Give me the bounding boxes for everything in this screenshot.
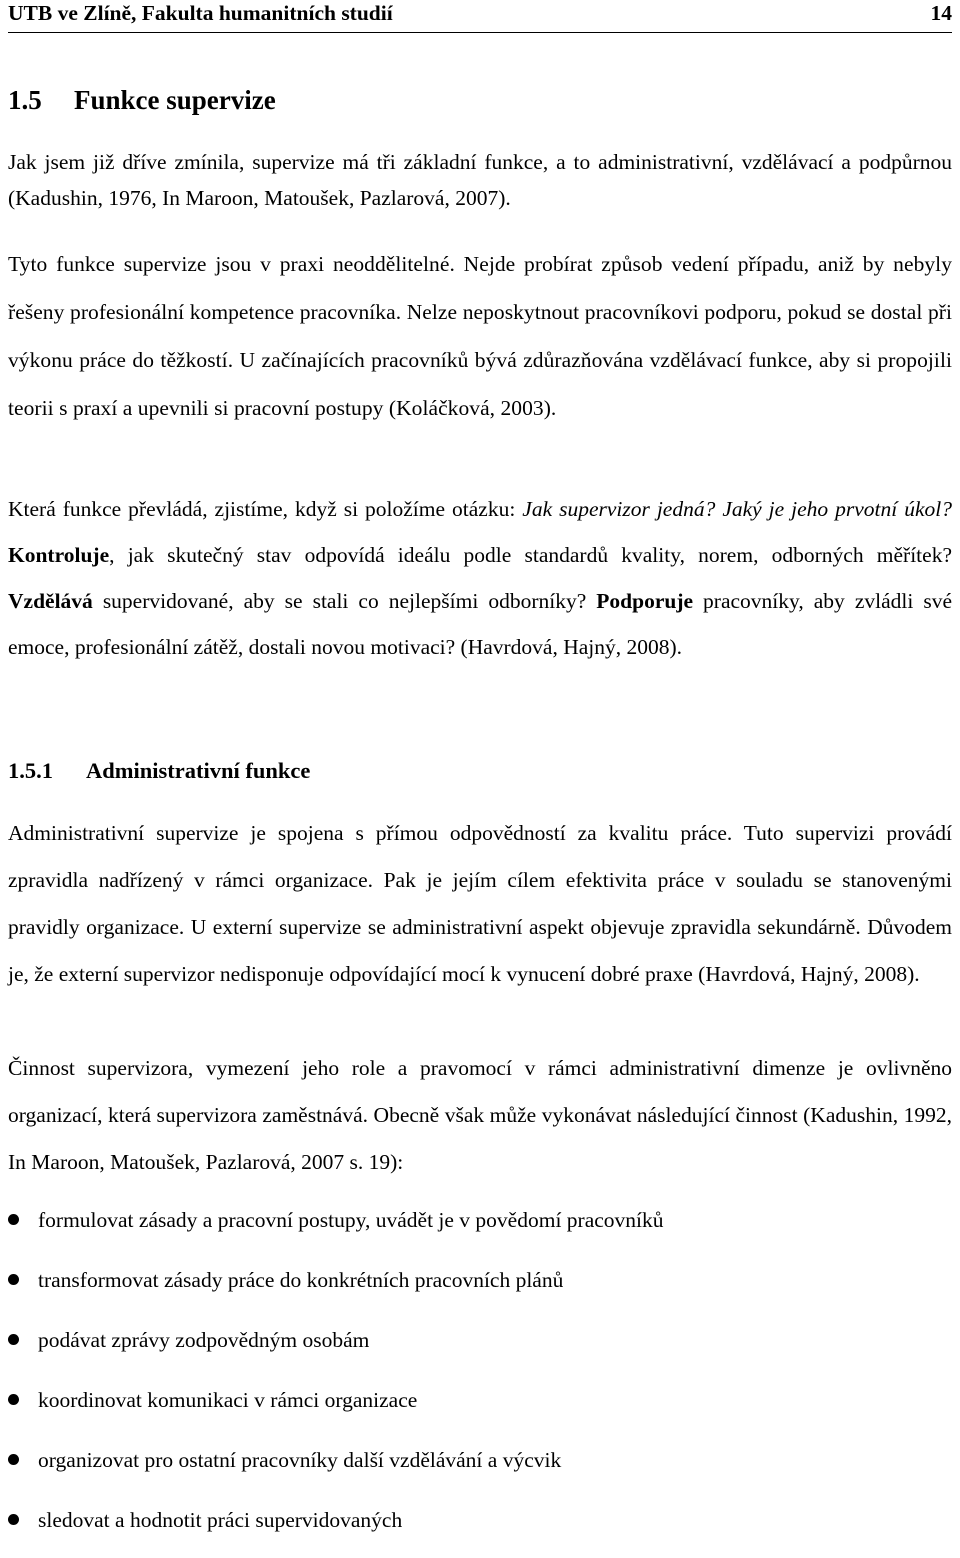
question-italic: Jak supervizor jedná? Jaký je jeho prvotní úkol? (522, 497, 952, 521)
list-item (0, 1258, 952, 1318)
paragraph-administrative: Administrativní supervize je spojena s přímou odpovědností za kvalitu práce. Tuto supervizi provádí zpravidla nadřízený v rámci organizace. Pak je jejím cílem efektivita práce v souladu se stanovenými pravidly organizace. U externí supervize se administrativní aspekt objevuje zpravidla sekundárně. Důvodem je, že externí supervizor nedisponuje odpovídající mocí k vynucení dobré praxe (Havrdová, Hajný, 2008). (8, 821, 952, 986)
page-number: 14 (930, 1, 952, 25)
bullet-icon (8, 1334, 19, 1345)
paragraph-inseparability: Tyto funkce supervize jsou v praxi neoddělitelné. Nejde probírat způsob vedení případu, aniž by nebyly řešeny profesionální kompetence pracovníka. Nelze neposkytnout pracovníkovi podporu, pokud se dostal při výkonu práce do těžkostí. U začínajících pracovníků bývá zdůrazňována vzdělávací funkce, aby si propojili teorii s praxí a upevnili si pracovní postupy (Koláčková, 2003). (8, 252, 952, 420)
keyword-kontroluje: Kontroluje (8, 543, 110, 567)
header-rule (8, 32, 952, 33)
paragraph-text-segment: , jak skutečný stav odpovídá ideálu podle standardů kvality, norem, odborných měřítek? (109, 543, 952, 567)
list-item-text: sledovat a hodnotit práci supervidovaných (38, 1508, 403, 1532)
bullet-icon (8, 1394, 19, 1405)
header-title: UTB ve Zlíně, Fakulta humanitních studií (8, 1, 393, 25)
keyword-podporuje: Podporuje (596, 589, 694, 613)
paragraph-activities: Činnost supervizora, vymezení jeho role a pravomocí v rámci administrativní dimenze je ovlivněno organizací, která supervizora zaměstnává. Obecně však může vykonávat následující činnost (Kadushin, 1992, In Maroon, Matoušek, Pazlarová, 2007 s. 19): (8, 1056, 952, 1174)
subsection-number: 1.5.1 (8, 758, 53, 783)
section-heading (8, 84, 276, 116)
keyword-vzdelava: Vzdělává (8, 589, 93, 613)
bullet-icon (8, 1514, 19, 1525)
list-item-text: koordinovat komunikaci v rámci organizace (38, 1388, 418, 1412)
section-title: Funkce supervize (74, 85, 276, 115)
list-item-text: podávat zprávy zodpovědným osobám (38, 1328, 370, 1352)
bullet-icon (8, 1454, 19, 1465)
paragraph-text-segment: pracovníky, aby zvládli své emoce, profesionální zátěž, dostali novou motivaci? (Havrdová, Hajný, 2008). (8, 589, 953, 659)
section-number: 1.5 (8, 85, 42, 115)
list-item (0, 1498, 952, 1558)
bullet-icon (8, 1214, 19, 1225)
subsection-title: Administrativní funkce (86, 758, 311, 783)
list-item-text: transformovat zásady práce do konkrétních pracovních plánů (38, 1268, 564, 1292)
list-item-text: organizovat pro ostatní pracovníky další vzdělávání a výcvik (38, 1448, 562, 1472)
list-item (0, 1438, 952, 1498)
paragraph-questions (8, 486, 952, 670)
paragraph-text-segment: Která funkce převládá, zjistíme, když si položíme otázku: (8, 497, 523, 521)
list-item (0, 1318, 952, 1378)
running-header (8, 0, 952, 30)
list-item (0, 1198, 952, 1258)
subsection-heading (8, 757, 310, 785)
paragraph-text-segment: supervidované, aby se stali co nejlepšími odborníky? (92, 589, 597, 613)
paragraph-intro: Jak jsem již dříve zmínila, supervize má tři základní funkce, a to administrativní, vzdělávací a podpůrnou (Kadushin, 1976, In Maroon, Matoušek, Pazlarová, 2007). (8, 150, 952, 210)
list-item-text: formulovat zásady a pracovní postupy, uvádět je v povědomí pracovníků (38, 1208, 664, 1232)
bullet-icon (8, 1274, 19, 1285)
list-item (0, 1378, 952, 1438)
activity-list (0, 1198, 952, 1558)
